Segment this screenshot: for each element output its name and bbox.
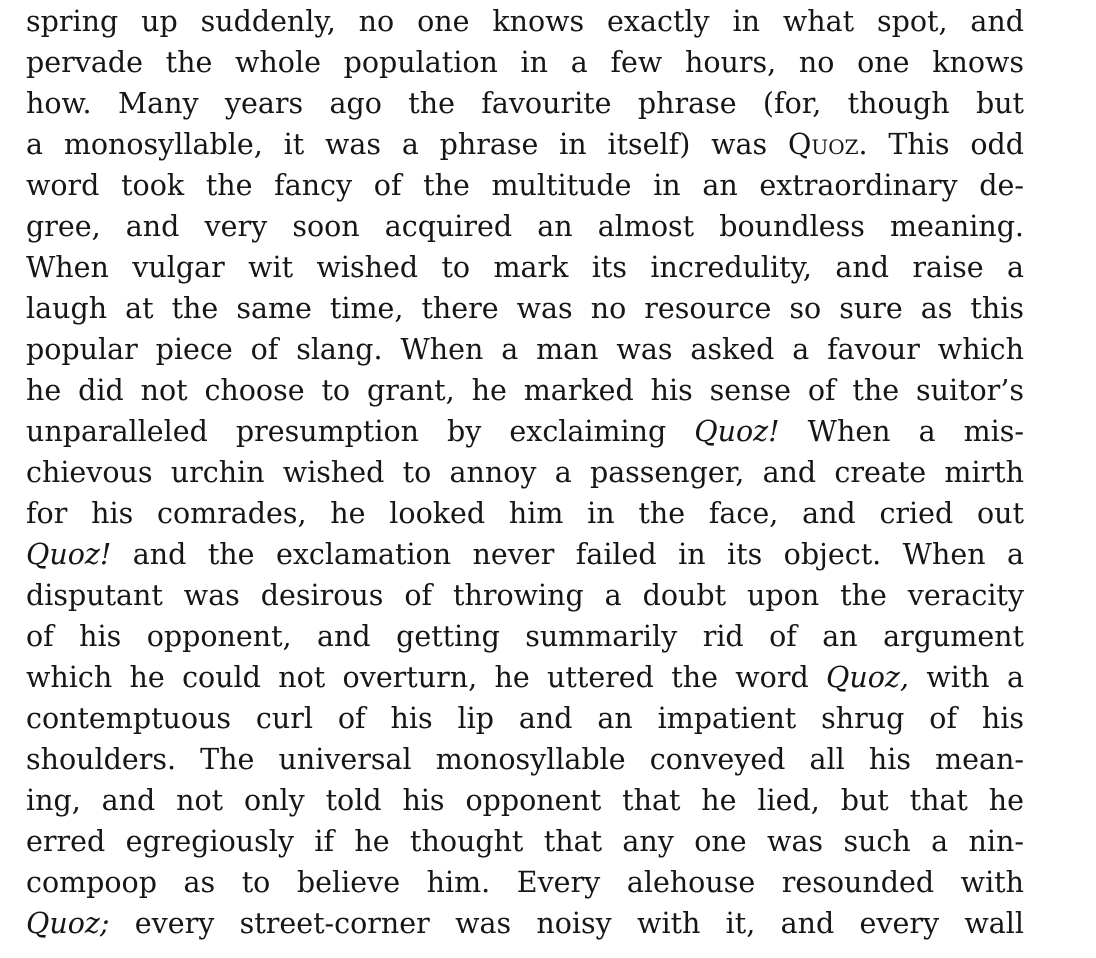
text-line-21: erred egregiously if he thought that any one was such a nin- <box>26 825 1024 858</box>
text-line-6: gree, and very soon acquired an almost boundless meaning. <box>26 210 1024 243</box>
text-run: which he could not overturn, he uttered the word <box>26 661 827 694</box>
text-line-3: how. Many years ago the favourite phrase (for, though but <box>26 87 1024 120</box>
text-line-15: disputant was desirous of throwing a doubt upon the veracity <box>26 579 1024 612</box>
quoz-word: Quoz! <box>694 415 780 448</box>
text-line-8: laugh at the same time, there was no resource so sure as this <box>26 292 1024 325</box>
text-line-14 <box>26 533 1024 577</box>
text-line-18: contemptuous curl of his lip and an impatient shrug of his <box>26 702 1024 735</box>
quoz-word: Quoz! <box>26 538 112 571</box>
text-line-19: shoulders. The universal monosyllable conveyed all his mean- <box>26 743 1024 776</box>
text-line-13: for his comrades, he looked him in the face, and cried out <box>26 497 1024 530</box>
quoz-word: Quoz, <box>826 661 909 694</box>
text-run: with a <box>909 661 1024 694</box>
text-line-17 <box>26 656 1024 700</box>
text-run: every street-corner was noisy with it, and every wall <box>109 907 1024 940</box>
text-line-22: compoop as to believe him. Every alehouse resounded with <box>26 866 1024 899</box>
text-run: and the exclamation never failed in its object. When a <box>111 538 1024 571</box>
text-run: This odd <box>867 128 1024 161</box>
text-line-5: word took the fancy of the multitude in an extraordinary de- <box>26 169 1024 202</box>
text-line-9: popular piece of slang. When a man was asked a favour which <box>26 333 1024 366</box>
text-line-7: When vulgar wit wished to mark its incredulity, and raise a <box>26 251 1024 284</box>
text-line-4 <box>26 123 1024 167</box>
document-page <box>26 0 1024 958</box>
text-line-2: pervade the whole population in a few hours, no one knows <box>26 46 1024 79</box>
text-line-16: of his opponent, and getting summarily rid of an argument <box>26 620 1024 653</box>
text-run: a monosyllable, it was a phrase in itself) was <box>26 128 788 161</box>
text-run: When a mis- <box>779 415 1024 448</box>
text-line-11 <box>26 410 1024 454</box>
text-run: unparalleled presumption by exclaiming <box>26 415 695 448</box>
text-line-12: chievous urchin wished to annoy a passenger, and create mirth <box>26 456 1024 489</box>
text-line-20: ing, and not only told his opponent that he lied, but that he <box>26 784 1024 817</box>
quoz-word: Quoz. <box>788 128 868 161</box>
text-line-23 <box>26 902 1024 946</box>
text-line-10: he did not choose to grant, he marked his sense of the suitor’s <box>26 374 1024 407</box>
quoz-word: Quoz; <box>26 907 110 940</box>
text-line-1: spring up suddenly, no one knows exactly in what spot, and <box>26 5 1024 38</box>
